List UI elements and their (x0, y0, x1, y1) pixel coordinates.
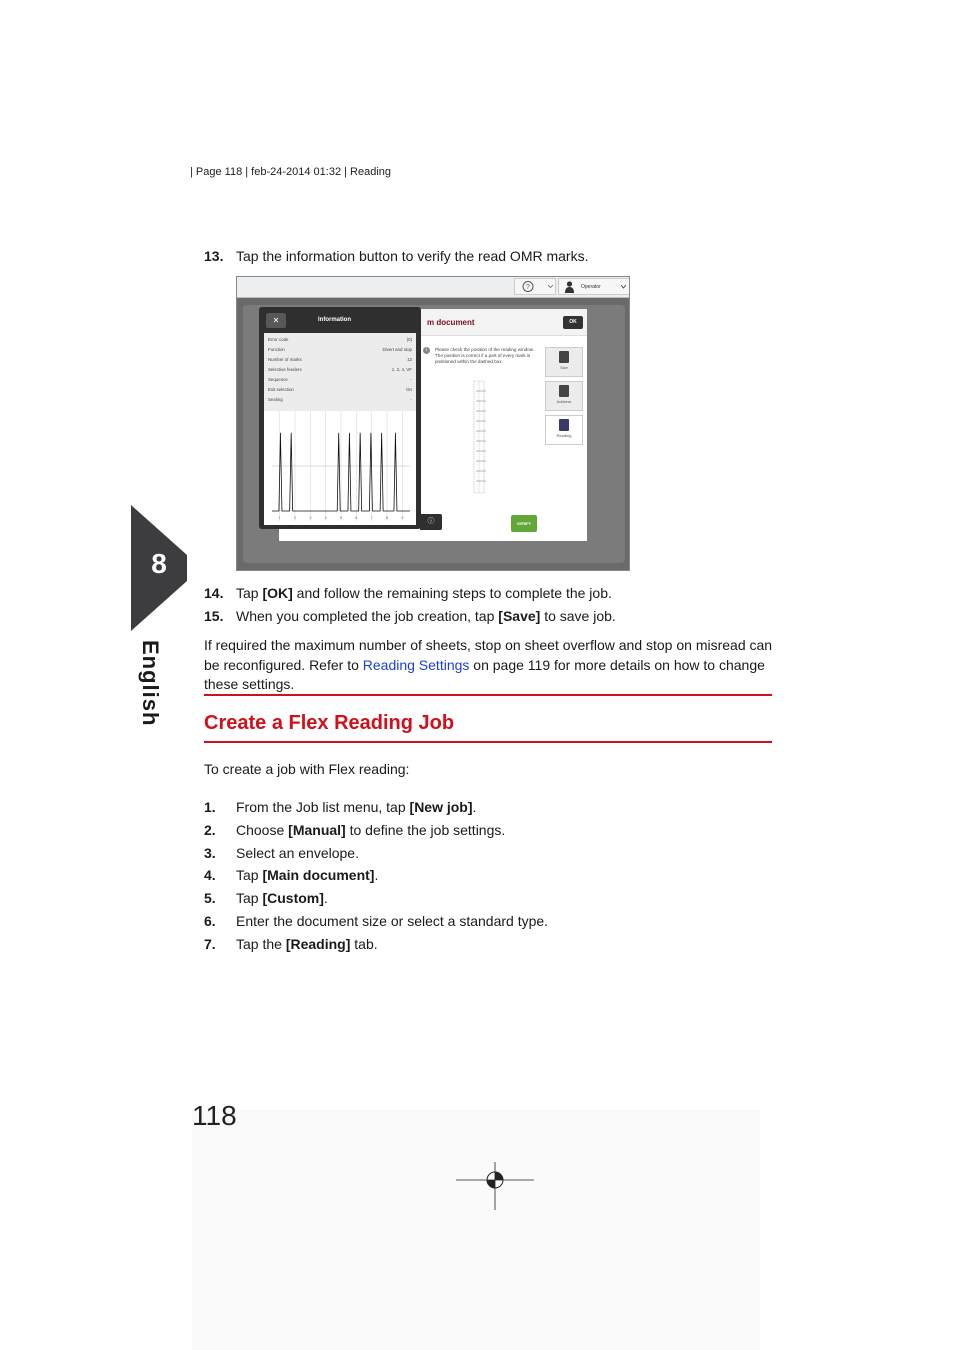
step-text (236, 866, 378, 884)
info-value: - (410, 377, 412, 382)
ui-term: [Save] (498, 608, 541, 624)
tab-reading[interactable] (545, 415, 583, 445)
step-number: 1. (204, 799, 216, 815)
chart-tick-label: 5 (339, 515, 343, 520)
chart-tick-label: 8 (385, 515, 389, 520)
info-label: Error code (268, 337, 289, 342)
device-screenshot (236, 276, 630, 571)
text-part: From the Job list menu, tap (236, 799, 410, 815)
info-value: Divert and stop (382, 347, 412, 352)
page-number: 118 (192, 1100, 237, 1131)
info-value: 1, 2, 4, VF (391, 367, 412, 372)
ui-term: [Manual] (288, 822, 346, 838)
chevron-down-icon (621, 285, 626, 289)
step-number: 6. (204, 913, 216, 929)
step-text (236, 912, 548, 930)
ui-term: [New job] (409, 799, 473, 815)
text-part: on page 119 for more details on how to change these settings. (204, 656, 765, 693)
chart-tick-label: 6 (355, 515, 358, 520)
running-header: | Page 118 | feb-24-2014 01:32 | Reading (190, 166, 392, 178)
chart-tick-label: 1 (278, 515, 281, 520)
info-label: Exit selection (268, 387, 294, 392)
operator-menu[interactable] (558, 278, 630, 295)
info-row (268, 387, 412, 397)
instruction-icon: i (423, 347, 430, 354)
size-icon (559, 351, 569, 363)
text-part: Enter the document size or select a standard type. (236, 913, 549, 929)
help-button[interactable] (514, 278, 556, 295)
step-text (236, 584, 612, 602)
info-label: Function (268, 347, 285, 352)
text-part: When you completed the job creation, tap (236, 608, 499, 624)
svg-text:?: ? (526, 284, 530, 291)
step-text (236, 821, 505, 839)
tab-address[interactable] (545, 381, 583, 411)
section-rule-bottom (204, 741, 772, 743)
reading-settings-link[interactable]: Reading Settings (362, 656, 470, 673)
section-title: Create a Flex Reading Job (204, 712, 455, 734)
info-value: 12 (407, 357, 412, 362)
info-row (268, 377, 412, 387)
section-rule-top (204, 694, 772, 696)
info-row (268, 397, 412, 407)
screen-topbar (237, 277, 630, 298)
reading-window-preview (469, 379, 499, 497)
language-label: English (138, 640, 163, 727)
settings-paragraph (204, 636, 774, 695)
text-part: . (472, 799, 477, 815)
step-number: 2. (204, 822, 216, 838)
text-part: tab. (350, 936, 378, 952)
tab-label: Reading (556, 433, 572, 438)
verify-button[interactable]: VERIFY (511, 515, 537, 532)
omr-signal-chart (272, 411, 410, 521)
info-panel-body (264, 333, 416, 525)
step-text: Tap the information button to verify the read OMR marks. (236, 248, 589, 264)
text-part: If required the maximum number of sheets, stop on sheet overflow and stop on misread can be reconfigured. Refer to (204, 637, 773, 673)
chart-tick-label: 9 (401, 515, 404, 520)
text-part: . (374, 867, 379, 883)
address-icon (559, 385, 569, 397)
step-text (236, 844, 359, 862)
info-icon: ⓘ (427, 518, 435, 525)
text-part: Tap (236, 867, 263, 883)
info-table (264, 333, 416, 411)
step-number: 13. (204, 248, 224, 264)
info-row (268, 337, 412, 347)
text-part: to save job. (540, 608, 616, 624)
step-text (236, 889, 328, 907)
chart-tick-label: 7 (370, 515, 373, 520)
information-panel (259, 307, 421, 529)
chart-tick-label: 4 (324, 515, 327, 520)
text-part: Choose (236, 822, 289, 838)
step-text (236, 935, 378, 953)
tab-size[interactable] (545, 347, 583, 377)
dialog-title: m document (427, 318, 475, 327)
registration-mark (456, 1162, 534, 1210)
text-part: Tap (236, 585, 263, 601)
info-row (268, 357, 412, 367)
step-number: 7. (204, 936, 216, 952)
text-part: Select an envelope. (236, 845, 359, 861)
user-icon (565, 281, 574, 293)
close-icon: ✕ (272, 316, 280, 325)
step-number: 5. (204, 890, 216, 906)
text-part: to define the job settings. (345, 822, 506, 838)
info-value: On (406, 387, 412, 392)
info-value: - (410, 397, 412, 402)
info-label: Sealing (268, 397, 283, 402)
step-number: 3. (204, 845, 216, 861)
info-row (268, 347, 412, 357)
info-label: Sequence (268, 377, 288, 382)
chapter-number: 8 (151, 548, 167, 579)
ui-term: [Custom] (262, 890, 324, 906)
ui-term: [Reading] (285, 936, 351, 952)
info-label: Selective feeders (268, 367, 302, 372)
info-label: Number of marks (268, 357, 302, 362)
chart-tick-label: 3 (309, 515, 312, 520)
step-text (236, 798, 476, 816)
info-button[interactable] (420, 514, 442, 530)
reading-icon (559, 419, 569, 431)
text-part: Tap the (236, 936, 286, 952)
tab-label: Size (560, 365, 568, 370)
text-part: Tap (236, 890, 263, 906)
intro-text: To create a job with Flex reading: (204, 761, 410, 777)
info-row (268, 367, 412, 377)
close-button[interactable] (266, 313, 286, 328)
step-number: 15. (204, 608, 224, 624)
chart-tick-label: 2 (293, 515, 297, 520)
step-number: 14. (204, 585, 224, 601)
ui-term: [Main document] (262, 867, 375, 883)
page-footer-area (192, 1110, 760, 1350)
operator-label: Operator (581, 284, 601, 290)
text-part: . (323, 890, 328, 906)
tab-label: Address (556, 399, 572, 404)
ui-term: [OK] (262, 585, 293, 601)
step-number: 4. (204, 867, 216, 883)
instruction-text: Please check the position of the reading window. The position is correct if a part of every mark is positioned within the dashed box (435, 347, 535, 364)
info-value: (0) (406, 337, 412, 342)
text-part: and follow the remaining steps to complete the job. (292, 585, 612, 601)
ok-button[interactable]: OK (563, 316, 583, 329)
help-icon (515, 279, 557, 294)
step-text (236, 607, 616, 625)
info-panel-title: Information (318, 317, 351, 323)
